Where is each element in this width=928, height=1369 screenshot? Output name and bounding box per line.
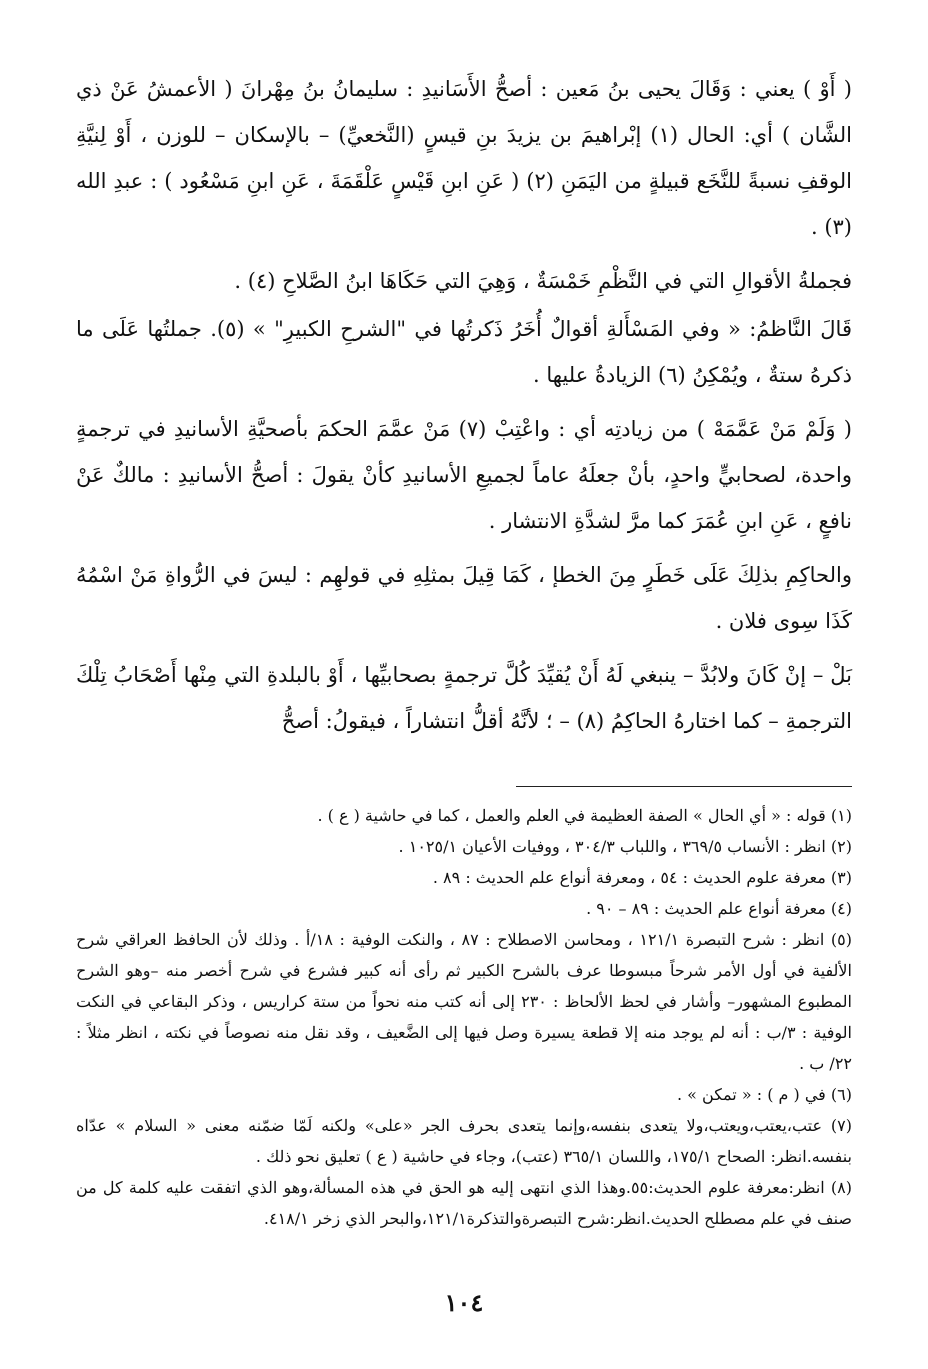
footnote-4: (٤) معرفة أنواع علم الحديث : ٨٩ – ٩٠ .	[586, 899, 852, 918]
page-number: ١٠٤	[444, 1288, 484, 1317]
footnote-3: (٣) معرفة علوم الحديث : ٥٤ ، ومعرفة أنواع علم الحديث : ٨٩ .	[432, 868, 852, 887]
paragraph-1: ( أَوْ ) يعني : وَقَالَ يحيى بنُ مَعين : أصحُّ الأَسَانيدِ : سليمانُ بنُ مِهْرانَ ( الأعمشُ عَنْ ذي الشَّان ) أي: الحال (١) إبْراهيمَ بن يزيدَ بنِ قيسٍ (النَّخعيِّ) – بالإسكان – للوزن ، أَوْ لِنيَّةِ الوقفِ نسبةً للنَّخَع قبيلةٍ من اليَمَنِ (٢) ( عَنِ ابنِ قَيْسٍ عَلْقَمَةَ ، عَنِ ابنِ مَسْعُود ) : عبدِ الله (٣) .	[76, 77, 853, 239]
paragraph-5: والحاكِمِ بذلِكَ عَلَى خَطَرٍ مِنَ الخطإ ، كَمَا قِيلَ بمثلِهِ في قولهِم : ليسَ في الرُّواةِ مَنْ اسْمُهُ كَذَا سِوى فلان .	[76, 563, 852, 633]
footnote-6: (٦) في ( م ) : « تمكن » .	[676, 1085, 852, 1104]
footnote-2: (٢) انظر : الأنساب ٣٦٩/٥ ، واللباب ٣٠٤/٣ ، ووفيات الأعيان ١٠٢٥/١ .	[398, 837, 852, 856]
footnote-separator	[516, 786, 852, 787]
footnote-1: (١) قوله : « أي الحال » الصفة العظيمة في العلم والعمل ، كما في حاشية ( ع ) .	[317, 806, 852, 825]
paragraph-2: فجملةُ الأقوالِ التي في النَّظْمِ خَمْسَةٌ ، وَهِيَ التي حَكَاهَا ابنُ الصَّلاحِ (٤) .	[234, 269, 852, 293]
paragraph-3: قَالَ النَّاظمُ: « وفي المَسْأَلةِ أقوالٌ أُخَرُ ذَكرتُها في "الشرحِ الكبيرِ" » (٥). جملتُها عَلَى ما ذكرهُ ستةٌ ، ويُمْكِنُ (٦) الزيادةُ عليها .	[76, 317, 852, 387]
footnote-7: (٧) عتب،يعتب،ويعتب،ولا يتعدى بنفسه،وإنما يتعدى بحرف الجر «على» ولكنه لَمّا ضمّنه معنى « السلام » عدّاه بنفسه.انظر: الصحاح ١٧٥/١، واللسان ٣٦٥/١ (عتب)، وجاء في حاشية ( ع ) تعليق نحو ذلك .	[76, 1116, 852, 1166]
main-text	[76, 66, 852, 752]
paragraph-4: ( وَلَمْ مَنْ عَمَّمَهْ ) من زيادتِه أي : واعْتِبْ (٧) مَنْ عمَّمَ الحكمَ بأصحيَّةِ الأسانيدِ في ترجمةٍ واحدة، لصحابيٍّ واحدٍ، بأنْ جعلَهُ عاماً لجميعِ الأسانيدِ كأنْ يقولَ : أصحُّ الأسانيدِ : مالكٌ عَنْ نافعٍ ، عَنِ ابنِ عُمَرَ كما مرَّ لشدَّةِ الانتشار .	[76, 417, 852, 533]
footnote-5: (٥) انظر : شرح التبصرة ١٢١/١ ، ومحاسن الاصطلاح : ٨٧ ، والنكت الوفية : ١٨/أ . وذلك لأن الحافظ العراقي شرح الألفية في أول الأمر شرحاً مبسوطا عرف بالشرح الكبير ثم رأى أنه كبير فشرع في شرح أخصر منه –وهو الشرح المطبوع المشهور– وأشار في لحظ الألحاظ : ٢٣٠ إلى أنه كتب منه نحواً من ستة كراريس ، وذكر البقاعي في النكت الوفية : ٣/ب : أنه لم يوجد منه إلا قطعة يسيرة وصل فيها إلى الضَّعيف ، وقد نقل منه نصوصاً في نكته ، انظر مثلاً : ٢٢/ ب .	[76, 930, 853, 1073]
footnotes	[76, 800, 852, 1234]
paragraph-6: بَلْ – إنْ كَانَ ولابُدَّ – ينبغي لَهُ أَنْ يُقيِّدَ كُلَّ ترجمةٍ بصحابيِّها ، أَوْ بالبلدةِ التي مِنْها أَصْحَابُ تِلْكَ الترجمةِ – كما اختارهُ الحاكِمُ (٨) – ؛ لأنَّهُ أقلُّ انتشاراً ، فيقولُ: أصحُّ	[76, 663, 852, 733]
footnote-8: (٨) انظر:معرفة علوم الحديث:٥٥.وهذا الذي انتهى إليه هو الحق في هذه المسألة،وهو الذي اتفقت عليه كلمة كل من صنف في علم مصطلح الحديث.انظر:شرح التبصرةوالتذكرة١٢١/١،والبحر الذي زخر ٤١٨/١.	[76, 1178, 852, 1228]
